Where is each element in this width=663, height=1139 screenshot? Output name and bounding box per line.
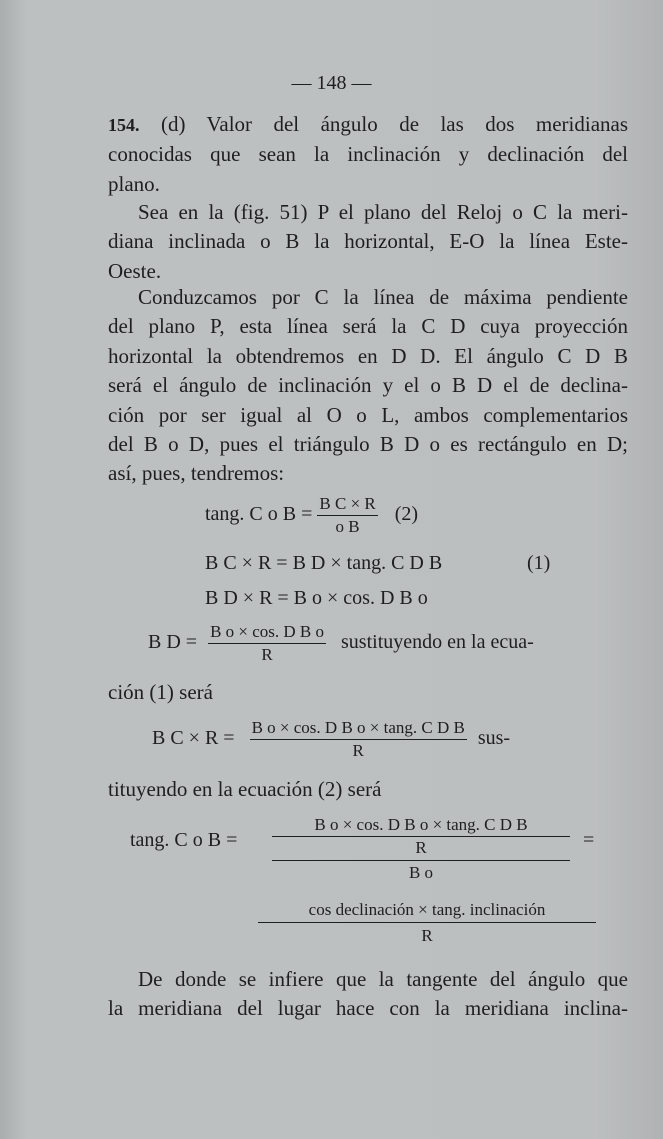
section-heading [108,110,628,199]
fraction: $\frac{\text{B o × cos. D B o × tang. C D B}}{R}$ [251,718,465,760]
paragraph-figure [108,198,628,286]
equation-1: B C × R = B D × tang. C D B [205,552,443,574]
text-line: ción (1) será [108,680,213,704]
equation-2: tang. C o B = $\frac{\text{B C × R}}{\text{o B}}$ (2) [205,494,419,536]
para3-line-2: del plano P, esta línea será la C D cuya proyección [108,314,628,339]
para2-line-3: Oeste. [108,258,162,283]
page-number: — 148 — [291,72,372,94]
para2-line-2: diana inclinada o B la horizontal, E-O la línea Este- [108,229,628,254]
para3-line-1: Conduzcamos por C la línea de máxima pendiente [138,285,628,309]
eq7-denominator: R [421,926,433,945]
para3-line-5: ción por ser igual al O o L, ambos complementarios [108,402,628,427]
paragraph-construction [108,283,628,489]
equation-tag: (1) [527,552,551,574]
eq6-equals: = [583,829,595,851]
fraction: $\frac{\text{B o × cos. D B o}}{R}$ [210,622,325,664]
heading-line-3: plano. [108,171,160,196]
text-line: tituyendo en la ecuación (2) será [108,777,382,801]
equation-bd: B D × R = B o × cos. D B o [205,587,428,609]
para3-line-4: será el ángulo de inclinación y el o B D el de declina- [108,373,628,398]
eq6-inner-numerator: B o × cos. D B o × tang. C D B [314,815,528,834]
final-line-2: la meridiana del lugar hace con la meridiana inclina- [108,996,628,1021]
equation-bd-fraction: B D = $\frac{\text{B o × cos. D B o}}{R}$ sustituyendo en la ecua- [148,622,534,664]
fraction: $\frac{\text{B C × R}}{\text{o B}}$ [319,494,376,536]
para3-line-7: así, pues, tendremos: [108,461,285,486]
para3-line-3: horizontal la obtendremos en D D. El ángulo C D B [108,343,628,368]
equation-tag: (2) [394,503,419,526]
equation-substitution: B C × R = $\frac{\text{B o × cos. D B o × tang. C D B}}{R}$ sus- [152,718,511,760]
paragraph-conclusion [108,965,628,1024]
eq6-outer-denominator: B o [408,863,434,882]
para3-line-6: del B o D, pues el triángulo B D o es rectángulo en D; [108,432,628,457]
heading-line-2: conocidas que sean la inclinación y declinación del [108,142,628,167]
eq7-numerator: cos declinación × tang. inclinación [308,900,546,919]
heading-line-1: 154. (d) Valor del ángulo de las dos meridianas [108,112,629,136]
eq6-outer-bar [272,860,570,861]
para2-line-1: Sea en la (fig. 51) P el plano del Reloj o C la meri- [138,200,628,224]
final-line-1: De donde se infiere que la tangente del ángulo que [138,967,628,991]
eq6-inner-bar [272,836,570,837]
eq6-inner-denominator: R [415,838,427,857]
eq7-bar [258,922,596,923]
eq6-lhs: tang. C o B = [130,829,238,851]
section-number: 154. [108,115,140,135]
